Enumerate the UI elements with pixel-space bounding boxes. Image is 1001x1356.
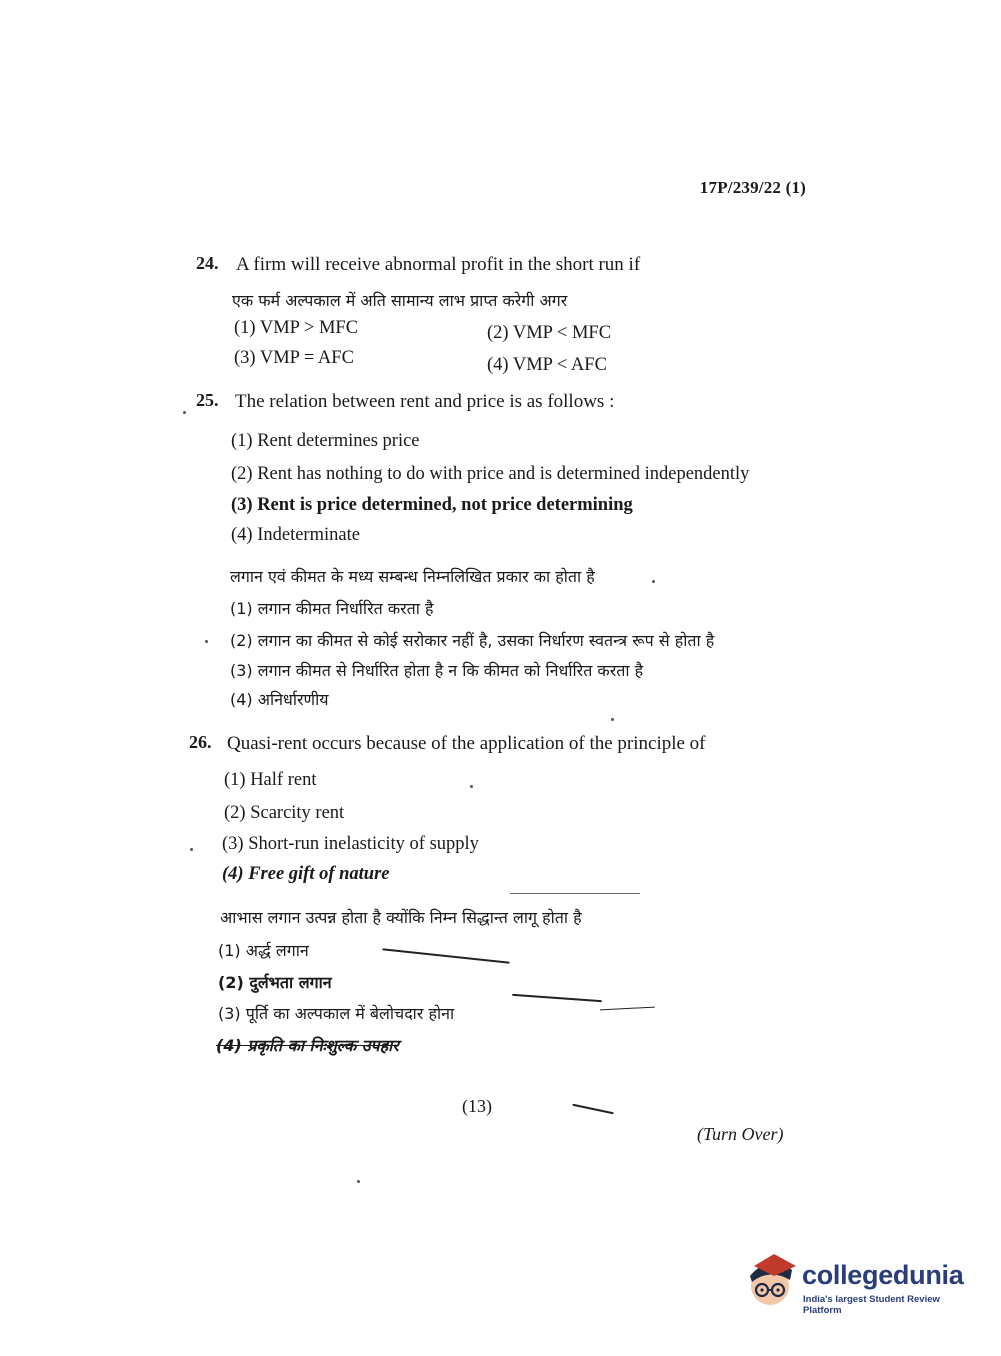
question-24-number: 24.	[196, 253, 219, 273]
scan-speck	[190, 848, 193, 851]
question-25-option-4: (4) Indeterminate	[231, 525, 360, 545]
question-24-option-3: (3) VMP = AFC	[234, 348, 354, 368]
question-26-number: 26.	[189, 732, 212, 752]
question-25-option-3: (3) Rent is price determined, not price determining	[231, 495, 633, 515]
pen-stroke	[382, 948, 510, 963]
pen-stroke	[600, 1007, 655, 1011]
page-number: (13)	[462, 1096, 492, 1116]
paper-code: 17P/239/22 (1)	[699, 178, 806, 197]
question-26-hindi-option-4: (4) प्रकृति का निःशुल्क उपहार	[216, 1036, 399, 1055]
brand-name: collegedunia	[802, 1260, 964, 1290]
scan-speck	[183, 411, 186, 414]
question-24-hindi: एक फर्म अल्पकाल में अति सामान्य लाभ प्राप्त करेगी अगर	[232, 291, 568, 310]
brand-tagline: India's largest Student Review Platform	[803, 1294, 940, 1316]
question-26-option-2: (2) Scarcity rent	[224, 803, 345, 823]
question-26-hindi: आभास लगान उत्पन्न होता है क्योंकि निम्न सिद्धान्त लागू होता है	[220, 908, 582, 927]
question-25-hindi: लगान एवं कीमत के मध्य सम्बन्ध निम्नलिखित प्रकार का होता है	[230, 567, 595, 586]
scan-speck	[652, 580, 655, 583]
question-26-option-1: (1) Half rent	[224, 770, 317, 790]
scan-speck	[470, 785, 473, 788]
turn-over-label: (Turn Over)	[697, 1124, 784, 1144]
pen-stroke	[572, 1104, 613, 1115]
pen-stroke	[510, 893, 640, 894]
question-26-hindi-option-2: (2) दुर्लभता लगान	[218, 973, 332, 992]
question-25-hindi-option-4: (4) अनिर्धारणीय	[230, 690, 329, 709]
question-25-hindi-option-1: (1) लगान कीमत निर्धारित करता है	[230, 599, 434, 618]
question-25-text: The relation between rent and price is as follows :	[235, 391, 615, 412]
question-24-option-1: (1) VMP > MFC	[234, 318, 359, 338]
question-26-option-3: (3) Short-run inelasticity of supply	[222, 834, 479, 854]
question-24-option-4: (4) VMP < AFC	[487, 355, 607, 375]
question-25-hindi-option-3: (3) लगान कीमत से निर्धारित होता है न कि कीमत को निर्धारित करता है	[230, 661, 644, 680]
question-26-hindi-option-3: (3) पूर्ति का अल्पकाल में बेलोचदार होना	[218, 1004, 455, 1023]
question-25-number: 25.	[196, 390, 219, 410]
scan-speck	[357, 1180, 360, 1183]
pen-stroke	[512, 994, 602, 1002]
scan-speck	[205, 640, 208, 643]
question-25-hindi-option-2: (2) लगान का कीमत से कोई सरोकार नहीं है, उसका निर्धारण स्वतन्त्र रूप से होता है	[230, 631, 715, 650]
scan-speck	[611, 718, 614, 721]
collegedunia-watermark	[740, 1250, 970, 1316]
question-26-hindi-option-1: (1) अर्द्ध लगान	[218, 941, 309, 960]
question-26-option-4: (4) Free gift of nature	[222, 864, 390, 884]
question-24-option-2: (2) VMP < MFC	[487, 323, 612, 343]
question-25-option-2: (2) Rent has nothing to do with price and is determined independently	[231, 464, 750, 484]
question-25-option-1: (1) Rent determines price	[231, 431, 420, 451]
student-mascot-icon	[740, 1250, 802, 1312]
question-24-text: A firm will receive abnormal profit in the short run if	[236, 254, 641, 275]
question-26-text: Quasi-rent occurs because of the application of the principle of	[227, 733, 706, 754]
